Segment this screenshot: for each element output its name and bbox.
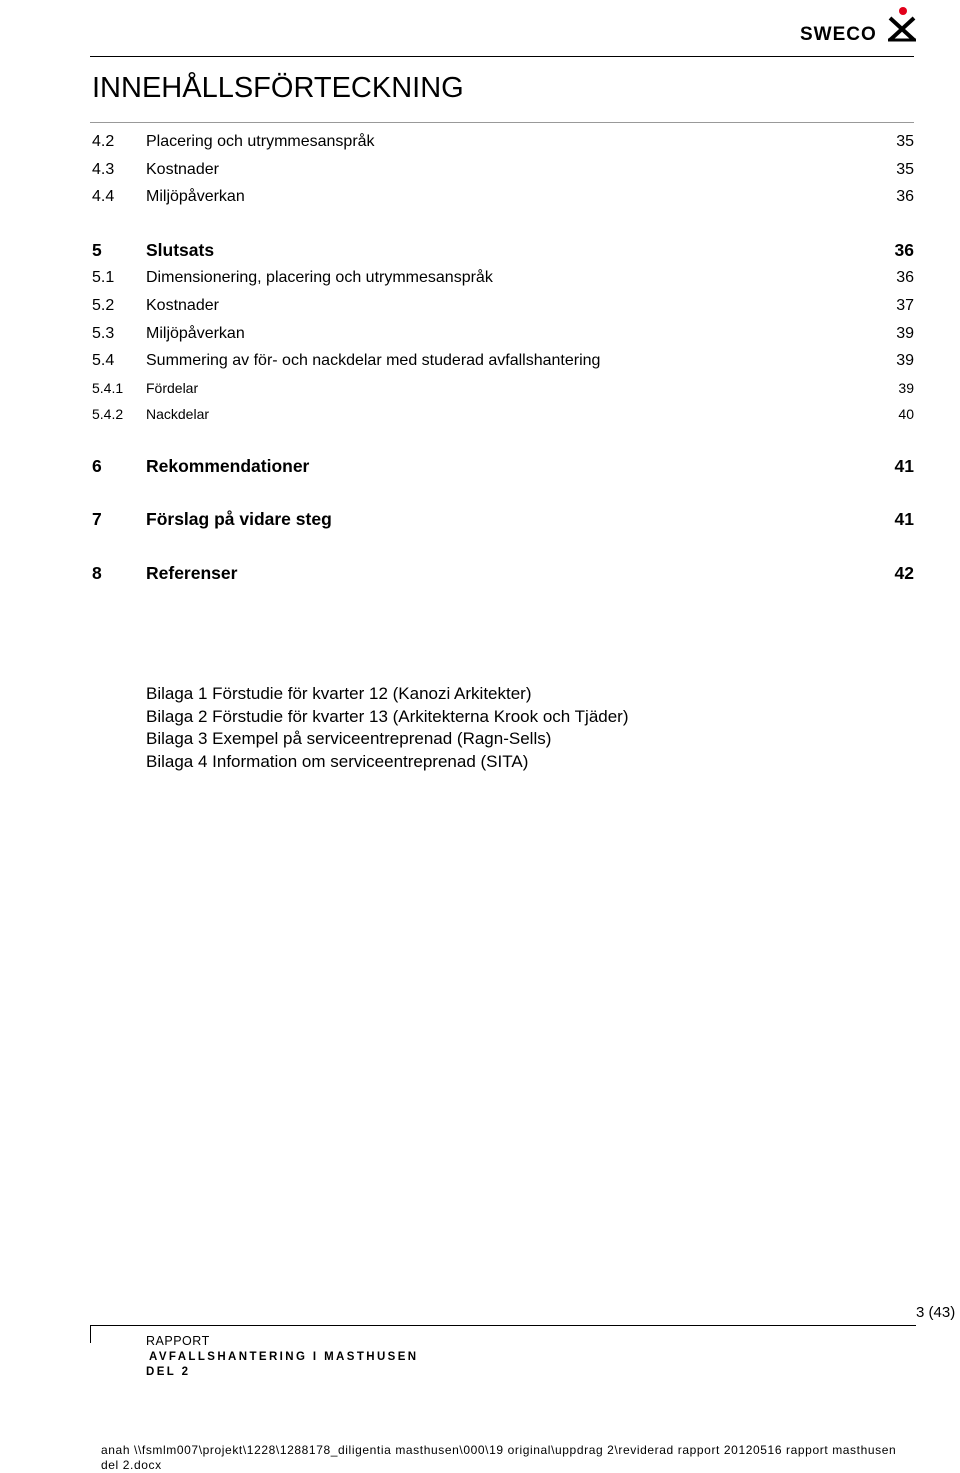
page-number: 3 (43)	[916, 1304, 956, 1321]
report-title: AVFALLSHANTERING I MASTHUSEN	[149, 1351, 419, 1363]
attachment-item: Bilaga 4 Information om serviceentreprenad (SITA)	[146, 751, 529, 771]
toc-entry[interactable]	[92, 406, 914, 430]
toc-heading: Nackdelar	[146, 406, 210, 422]
toc-entry[interactable]	[92, 297, 914, 321]
toc-page: 40	[898, 406, 914, 422]
toc-number: 5.4.1	[92, 380, 124, 396]
toc-entry[interactable]	[92, 240, 914, 264]
toc-number: 5.2	[92, 297, 115, 314]
toc-number: 5.4.2	[92, 406, 124, 422]
toc-heading: Fördelar	[146, 380, 199, 396]
toc-number: 6	[92, 456, 102, 476]
title-rule	[90, 122, 914, 123]
toc-page: 39	[896, 352, 914, 369]
toc-page: 37	[896, 297, 914, 314]
toc-number: 5	[92, 240, 102, 260]
attachment-item: Bilaga 2 Förstudie för kvarter 13 (Arkitekterna Krook och Tjäder)	[146, 706, 629, 726]
toc-page: 39	[898, 380, 914, 396]
toc-page: 39	[896, 325, 914, 342]
sweco-figure-icon	[886, 6, 918, 42]
footer-tick	[90, 1325, 91, 1343]
toc-page: 41	[894, 509, 914, 529]
toc-number: 4.3	[92, 161, 115, 178]
toc-heading: Rekommendationer	[146, 456, 310, 476]
attachment-item: Bilaga 3 Exempel på serviceentreprenad (Ragn-Sells)	[146, 729, 552, 748]
toc-heading: Referenser	[146, 563, 238, 583]
sweco-logo	[798, 6, 918, 46]
toc-number: 8	[92, 563, 102, 583]
header-rule	[90, 56, 914, 57]
toc-entry[interactable]	[92, 352, 914, 376]
toc-page: 35	[896, 133, 914, 150]
toc-entry[interactable]	[92, 269, 914, 293]
toc-heading: Slutsats	[146, 240, 215, 260]
toc-entry[interactable]	[92, 161, 914, 185]
toc-heading: Placering och utrymmesanspråk	[146, 133, 375, 150]
report-part: DEL 2	[146, 1366, 191, 1378]
toc-heading: Kostnader	[146, 161, 219, 178]
toc-entry[interactable]	[92, 380, 914, 404]
toc-number: 5.4	[92, 352, 115, 369]
attachments-list	[146, 683, 629, 773]
footer-rule	[90, 1325, 916, 1326]
toc-entry[interactable]	[92, 509, 914, 533]
toc-page: 36	[896, 188, 914, 205]
file-path: anah \\fsmlm007\projekt\1228\1288178_diligentia masthusen\000\19 original\uppdrag 2\reviderad rapport 20120516 rapport masthusen del 2.docx	[101, 1443, 897, 1472]
logo-text: SWECO	[800, 24, 877, 45]
toc-heading: Miljöpåverkan	[146, 325, 245, 342]
toc-number: 4.4	[92, 188, 115, 205]
toc-heading: Kostnader	[146, 297, 219, 314]
toc-page: 36	[896, 269, 914, 286]
toc-entry[interactable]	[92, 563, 914, 587]
toc-page: 41	[894, 456, 914, 476]
toc-heading: Dimensionering, placering och utrymmesanspråk	[146, 269, 493, 286]
toc-page: 36	[894, 240, 914, 260]
toc-entry[interactable]	[92, 325, 914, 349]
template-code	[0, 1280, 1, 1360]
toc-page: 42	[894, 563, 914, 583]
toc-number: 5.3	[92, 325, 115, 342]
toc-heading: Förslag på vidare steg	[146, 509, 332, 529]
toc-number: 7	[92, 509, 102, 529]
toc-entry[interactable]	[92, 456, 914, 480]
toc-number: 5.1	[92, 269, 115, 286]
toc-heading: Miljöpåverkan	[146, 188, 245, 205]
toc-entry[interactable]	[92, 188, 914, 212]
toc-entry[interactable]	[92, 133, 914, 157]
toc-page: 35	[896, 161, 914, 178]
report-label: RAPPORT	[146, 1334, 210, 1348]
toc-number: 4.2	[92, 133, 115, 150]
page-title: INNEHÅLLSFÖRTECKNING	[92, 72, 464, 104]
attachment-item: Bilaga 1 Förstudie för kvarter 12 (Kanozi Arkitekter)	[146, 684, 532, 703]
toc-heading: Summering av för- och nackdelar med studerad avfallshantering	[146, 352, 601, 369]
